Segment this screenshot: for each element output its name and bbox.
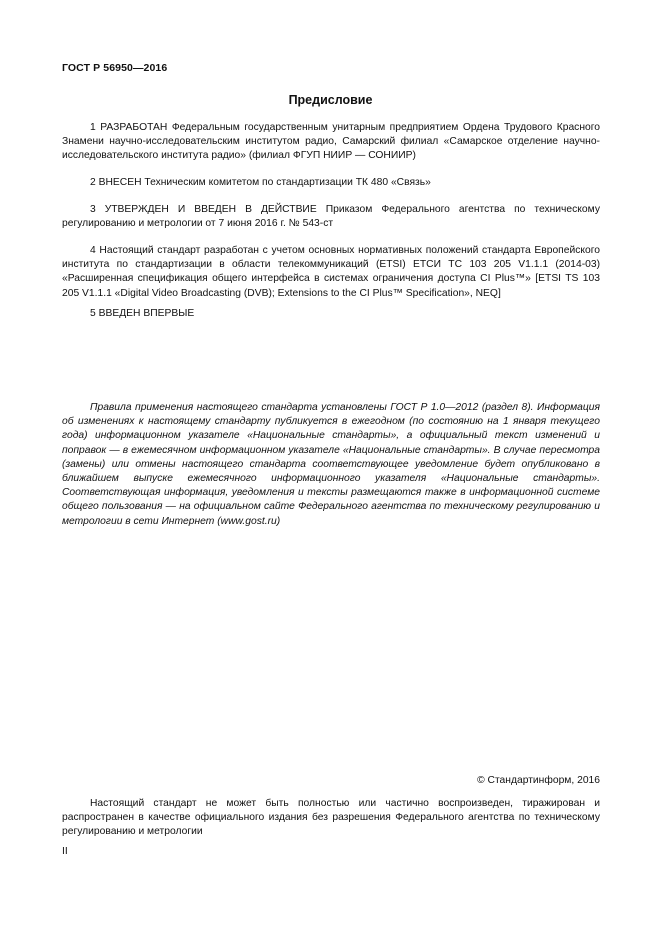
copyright-line: © Стандартинформ, 2016: [477, 775, 600, 786]
standard-id-header: ГОСТ Р 56950—2016: [62, 62, 168, 74]
page-number: II: [62, 846, 68, 857]
paragraph-introduced-by: 2 ВНЕСЕН Техническим комитетом по стандартизации ТК 480 «Связь»: [90, 177, 431, 188]
reproduction-notice: Настоящий стандарт не может быть полностью или частично воспроизведен, тиражирован и распространен в качестве официального издания без разрешения Федерального агентства по техническому регулированию и метрологии: [62, 798, 600, 838]
paragraph-approved: 3 УТВЕРЖДЕН И ВВЕДЕН В ДЕЙСТВИЕ Приказом Федерального агентства по техническому регулированию и метрологии от 7 июня 2016 г. № 543-ст: [62, 204, 600, 230]
rules-note: Правила применения настоящего стандарта установлены ГОСТ Р 1.0—2012 (раздел 8). Информация об изменениях к настоящему стандарту публикуется в ежегодном (по состоянию на 1 января текущего года) информационном указателе «Национальные стандарты», а официальный текст изменений и поправок — в ежемесячном информационном указателе «Национальные стандарты». В случае пересмотра (замены) или отмены настоящего стандарта соответствующее уведомление будет опубликовано в ближайшем выпуске ежемесячного информационного указателя «Национальные стандарты». Соответствующая информация, уведомления и тексты размещаются также в информационной системе общего пользования — на официальном сайте Федерального агентства по техническому регулированию и метрологии в сети Интернет (www.gost.ru): [62, 402, 600, 527]
paragraph-based-on: 4 Настоящий стандарт разработан с учетом основных нормативных положений стандарта Европейского института по стандартизации в области телекоммуникаций (ETSI) ЕТСИ ТС 103 205 V1.1.1 (2014-03) «Расширенная спецификация общего интерфейса в системах ограничения доступа CI Plus™» [ETSI TS 103 205 V1.1.1 «Digital Video Broadcasting (DVB); Extensions to the CI Plus™ Specification», NEQ]: [62, 245, 600, 299]
paragraph-first-introduced: 5 ВВЕДЕН ВПЕРВЫЕ: [90, 308, 195, 319]
page-title: Предисловие: [288, 93, 373, 107]
paragraph-developed-by: 1 РАЗРАБОТАН Федеральным государственным унитарным предприятием Ордена Трудового Красного Знамени научно-исследовательским институтом радио, Самарский филиал «Самарское отделение научно-исследовательского института радио» (филиал ФГУП НИИР — СОНИИР): [62, 122, 600, 162]
